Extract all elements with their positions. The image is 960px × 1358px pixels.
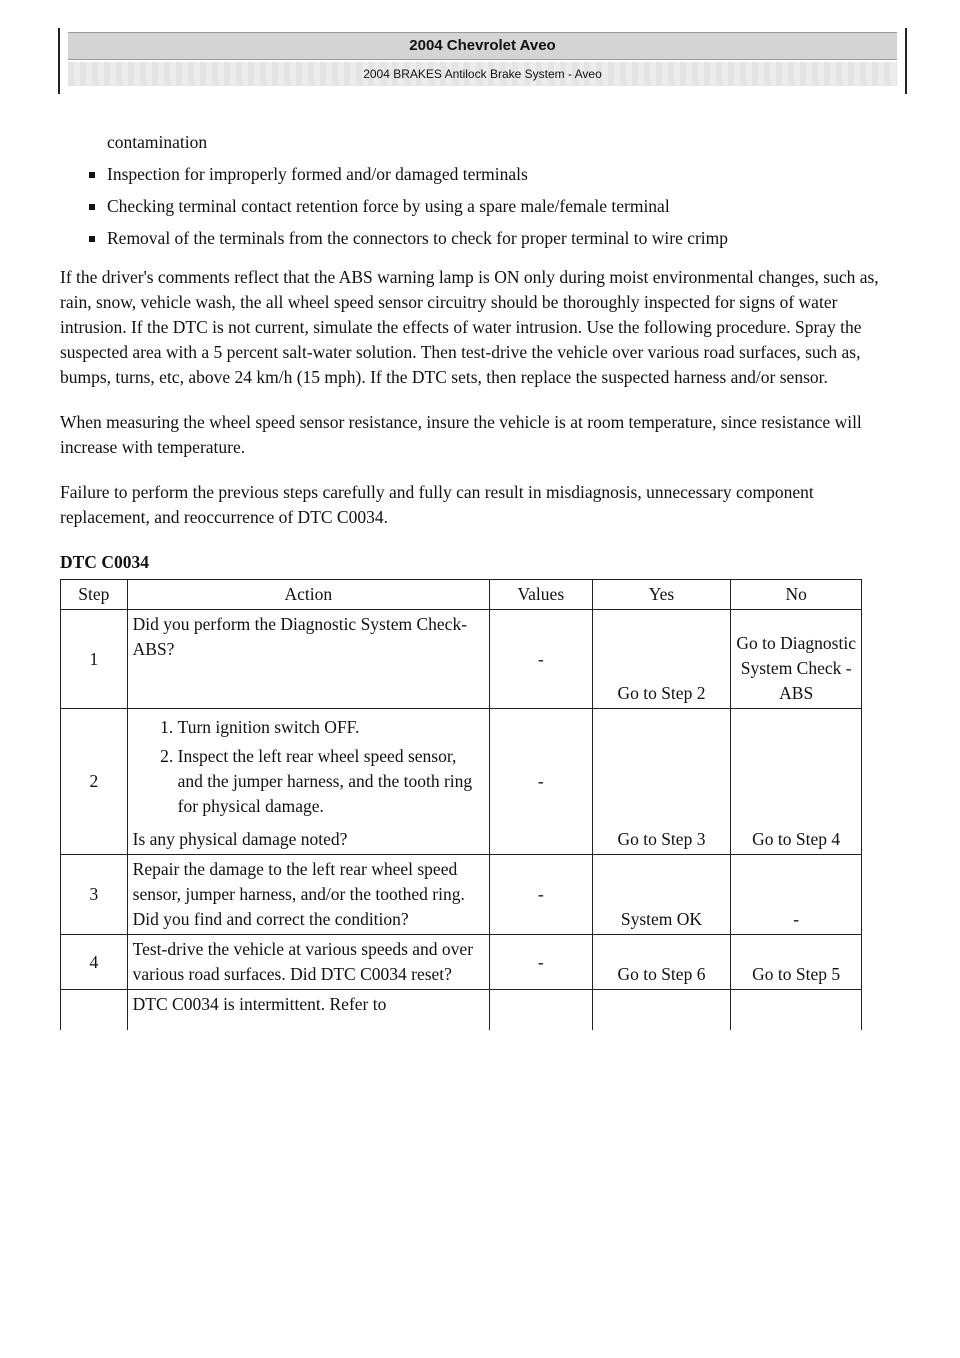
table-header-row	[61, 580, 862, 610]
step-yes: Go to Step 3	[592, 709, 731, 855]
inspection-list	[60, 162, 905, 251]
document-subtitle: 2004 BRAKES Antilock Brake System - Aveo	[68, 62, 897, 86]
step-no: -	[731, 855, 862, 935]
table-row	[61, 709, 862, 855]
step-number: 4	[61, 935, 128, 990]
step-no: Go to Diagnostic System Check - ABS	[731, 610, 862, 709]
column-header-no: No	[731, 580, 862, 610]
step-yes: Go to Step 6	[592, 935, 731, 990]
step-question: Is any physical damage noted?	[132, 829, 348, 849]
step-no	[731, 990, 862, 1031]
step-values: -	[490, 709, 593, 855]
step-yes: System OK	[592, 855, 731, 935]
step-no: Go to Step 5	[731, 935, 862, 990]
step-number: 1	[61, 610, 128, 709]
list-item: Removal of the terminals from the connectors to check for proper terminal to wire crimp	[60, 226, 905, 251]
step-yes	[592, 990, 731, 1031]
page-header	[58, 28, 907, 94]
column-header-values: Values	[490, 580, 593, 610]
step-action: Test-drive the vehicle at various speeds and over various road surfaces. Did DTC C0034 reset?	[127, 935, 489, 990]
paragraph-water-intrusion: If the driver's comments reflect that the ABS warning lamp is ON only during moist environmental changes, such as, rain, snow, vehicle wash, the all wheel speed sensor circuitry should be thoroughly inspected for signs of water intrusion. If the DTC is not current, simulate the effects of water intrusion. Use the following procedure. Spray the suspected area with a 5 percent salt-water solution. Then test-drive the vehicle over various road surfaces, such as, bumps, turns, etc, above 24 km/h (15 mph). If the DTC sets, then replace the suspected harness and/or sensor.	[60, 267, 879, 387]
step-number: 3	[61, 855, 128, 935]
step-question: Did you find and correct the condition?	[132, 909, 409, 929]
column-header-action: Action	[127, 580, 489, 610]
table-row	[61, 990, 862, 1031]
table-row	[61, 935, 862, 990]
continued-text: contamination	[107, 132, 208, 152]
list-item: 1. Turn ignition switch OFF.	[178, 715, 484, 740]
table-row	[61, 855, 862, 935]
page-content	[60, 130, 905, 1030]
column-header-yes: Yes	[592, 580, 731, 610]
step-action	[127, 855, 489, 935]
step-action: DTC C0034 is intermittent. Refer to	[127, 990, 489, 1031]
step-yes: Go to Step 2	[592, 610, 731, 709]
step-number	[61, 990, 128, 1031]
step-values	[490, 990, 593, 1031]
step-instruction: Repair the damage to the left rear wheel speed sensor, jumper harness, and/or the toothed ring.	[132, 859, 465, 904]
step-values: -	[490, 610, 593, 709]
list-item: Checking terminal contact retention force by using a spare male/female terminal	[60, 194, 905, 219]
substep-list	[133, 715, 484, 819]
step-values: -	[490, 855, 593, 935]
step-number: 2	[61, 709, 128, 855]
column-header-step: Step	[61, 580, 128, 610]
step-action	[127, 709, 489, 855]
dtc-heading: DTC C0034	[60, 552, 149, 572]
document-title: 2004 Chevrolet Aveo	[68, 32, 897, 60]
step-no: Go to Step 4	[731, 709, 862, 855]
table-row	[61, 610, 862, 709]
paragraph-failure: Failure to perform the previous steps carefully and fully can result in misdiagnosis, unnecessary component replacement, and reoccurrence of DTC C0034.	[60, 482, 814, 527]
dtc-table	[60, 579, 862, 1030]
paragraph-resistance: When measuring the wheel speed sensor resistance, insure the vehicle is at room temperature, since resistance will increase with temperature.	[60, 412, 862, 457]
list-item: Inspection for improperly formed and/or damaged terminals	[60, 162, 905, 187]
step-values: -	[490, 935, 593, 990]
list-item: 2. Inspect the left rear wheel speed sensor, and the jumper harness, and the tooth ring for physical damage.	[178, 744, 484, 819]
step-action: Did you perform the Diagnostic System Check-ABS?	[127, 610, 489, 709]
